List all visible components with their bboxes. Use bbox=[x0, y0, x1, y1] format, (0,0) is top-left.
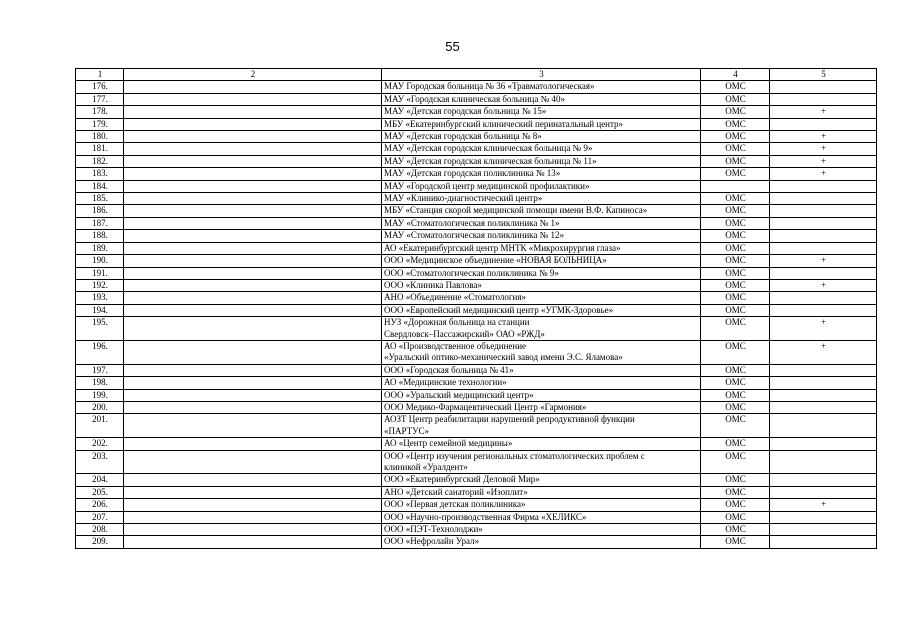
organization-name: МАУ «Стоматологическая поликлиника № 12» bbox=[382, 230, 701, 242]
table-row bbox=[76, 438, 877, 450]
cell-col2 bbox=[124, 486, 382, 498]
row-number: 195. bbox=[76, 317, 124, 341]
organization-name: ООО «Екатеринбургский Деловой Мир» bbox=[382, 474, 701, 486]
oms-cell: ОМС bbox=[701, 401, 770, 413]
table-row bbox=[76, 474, 877, 486]
oms-cell: ОМС bbox=[701, 474, 770, 486]
oms-cell: ОМС bbox=[701, 486, 770, 498]
row-number: 182. bbox=[76, 155, 124, 167]
mark-cell bbox=[770, 377, 877, 389]
table-row bbox=[76, 389, 877, 401]
oms-cell: ОМС bbox=[701, 511, 770, 523]
oms-cell: ОМС bbox=[701, 81, 770, 93]
mark-cell bbox=[770, 230, 877, 242]
table-row bbox=[76, 304, 877, 316]
cell-col2 bbox=[124, 118, 382, 130]
row-number: 194. bbox=[76, 304, 124, 316]
mark-cell bbox=[770, 217, 877, 229]
mark-cell bbox=[770, 267, 877, 279]
oms-cell: ОМС bbox=[701, 155, 770, 167]
organization-name: МАУ «Детская городская больница № 15» bbox=[382, 106, 701, 118]
oms-cell: ОМС bbox=[701, 168, 770, 180]
cell-col2 bbox=[124, 304, 382, 316]
row-number: 188. bbox=[76, 230, 124, 242]
page-number: 55 bbox=[445, 39, 460, 54]
mark-cell: + bbox=[770, 317, 877, 341]
organization-name: ООО Медико-Фармацевтический Центр «Гармония» bbox=[382, 401, 701, 413]
table-row bbox=[76, 414, 877, 438]
cell-col2 bbox=[124, 474, 382, 486]
row-number: 192. bbox=[76, 279, 124, 291]
cell-col2 bbox=[124, 317, 382, 341]
organization-name: АНО «Объединение «Стоматология» bbox=[382, 292, 701, 304]
mark-cell bbox=[770, 304, 877, 316]
row-number: 179. bbox=[76, 118, 124, 130]
organization-name: ООО «Городская больница № 41» bbox=[382, 364, 701, 376]
row-number: 176. bbox=[76, 81, 124, 93]
table-row bbox=[76, 155, 877, 167]
mark-cell bbox=[770, 536, 877, 548]
organization-name: АО «Медицинские технологии» bbox=[382, 377, 701, 389]
oms-cell: ОМС bbox=[701, 340, 770, 364]
table-row bbox=[76, 292, 877, 304]
oms-cell: ОМС bbox=[701, 118, 770, 130]
oms-cell: ОМС bbox=[701, 242, 770, 254]
mark-cell: + bbox=[770, 168, 877, 180]
organization-name: МАУ «Детская городская клиническая больница № 9» bbox=[382, 143, 701, 155]
cell-col2 bbox=[124, 106, 382, 118]
table-row bbox=[76, 93, 877, 105]
cell-col2 bbox=[124, 340, 382, 364]
header-cell-4: 4 bbox=[701, 69, 770, 81]
cell-col2 bbox=[124, 511, 382, 523]
table-row bbox=[76, 131, 877, 143]
header-cell-5: 5 bbox=[770, 69, 877, 81]
cell-col2 bbox=[124, 536, 382, 548]
organization-name: НУЗ «Дорожная больница на станции Свердловск–Пассажирский» ОАО «РЖД» bbox=[382, 317, 701, 341]
row-number: 200. bbox=[76, 401, 124, 413]
oms-cell: ОМС bbox=[701, 389, 770, 401]
organization-name: МБУ «Екатеринбургский клинический перинатальный центр» bbox=[382, 118, 701, 130]
cell-col2 bbox=[124, 168, 382, 180]
table-row bbox=[76, 118, 877, 130]
oms-cell: ОМС bbox=[701, 292, 770, 304]
row-number: 196. bbox=[76, 340, 124, 364]
row-number: 207. bbox=[76, 511, 124, 523]
table-row bbox=[76, 205, 877, 217]
table-row bbox=[76, 242, 877, 254]
cell-col2 bbox=[124, 193, 382, 205]
oms-cell: ОМС bbox=[701, 131, 770, 143]
table-row bbox=[76, 377, 877, 389]
cell-col2 bbox=[124, 81, 382, 93]
cell-col2 bbox=[124, 401, 382, 413]
row-number: 185. bbox=[76, 193, 124, 205]
row-number: 180. bbox=[76, 131, 124, 143]
organization-name: АО «Производственное объединение «Уральский оптико-механический завод имени Э.С. Яламова» bbox=[382, 340, 701, 364]
oms-cell: ОМС bbox=[701, 143, 770, 155]
row-number: 206. bbox=[76, 499, 124, 511]
mark-cell bbox=[770, 474, 877, 486]
cell-col2 bbox=[124, 389, 382, 401]
table-row bbox=[76, 267, 877, 279]
mark-cell bbox=[770, 193, 877, 205]
mark-cell bbox=[770, 118, 877, 130]
organization-name: ООО «Центр изучения региональных стоматологических проблем с клиникой «Уралдент» bbox=[382, 450, 701, 474]
row-number: 199. bbox=[76, 389, 124, 401]
oms-cell: ОМС bbox=[701, 364, 770, 376]
oms-cell: ОМС bbox=[701, 438, 770, 450]
cell-col2 bbox=[124, 524, 382, 536]
table-row bbox=[76, 168, 877, 180]
oms-cell: ОМС bbox=[701, 317, 770, 341]
mark-cell bbox=[770, 389, 877, 401]
organization-name: ООО «Научно-производственная Фирма «ХЕЛИКС» bbox=[382, 511, 701, 523]
cell-col2 bbox=[124, 217, 382, 229]
cell-col2 bbox=[124, 255, 382, 267]
cell-col2 bbox=[124, 267, 382, 279]
mark-cell bbox=[770, 292, 877, 304]
header-cell-1: 1 bbox=[76, 69, 124, 81]
cell-col2 bbox=[124, 364, 382, 376]
table-row bbox=[76, 106, 877, 118]
table-row bbox=[76, 401, 877, 413]
organization-name: ООО «Медицинское объединение «НОВАЯ БОЛЬНИЦА» bbox=[382, 255, 701, 267]
oms-cell: ОМС bbox=[701, 304, 770, 316]
table-row bbox=[76, 193, 877, 205]
row-number: 198. bbox=[76, 377, 124, 389]
row-number: 189. bbox=[76, 242, 124, 254]
organization-name: МАУ «Стоматологическая поликлиника № 1» bbox=[382, 217, 701, 229]
row-number: 186. bbox=[76, 205, 124, 217]
row-number: 191. bbox=[76, 267, 124, 279]
row-number: 197. bbox=[76, 364, 124, 376]
oms-cell: ОМС bbox=[701, 217, 770, 229]
oms-cell: ОМС bbox=[701, 377, 770, 389]
table-row bbox=[76, 255, 877, 267]
header-cell-3: 3 bbox=[382, 69, 701, 81]
mark-cell: + bbox=[770, 499, 877, 511]
mark-cell: + bbox=[770, 143, 877, 155]
oms-cell: ОМС bbox=[701, 279, 770, 291]
oms-cell: ОМС bbox=[701, 536, 770, 548]
cell-col2 bbox=[124, 230, 382, 242]
mark-cell bbox=[770, 81, 877, 93]
row-number: 209. bbox=[76, 536, 124, 548]
table-row bbox=[76, 364, 877, 376]
row-number: 203. bbox=[76, 450, 124, 474]
table-row bbox=[76, 450, 877, 474]
mark-cell: + bbox=[770, 131, 877, 143]
mark-cell: + bbox=[770, 279, 877, 291]
oms-cell: ОМС bbox=[701, 255, 770, 267]
row-number: 205. bbox=[76, 486, 124, 498]
table-row bbox=[76, 230, 877, 242]
mark-cell bbox=[770, 205, 877, 217]
cell-col2 bbox=[124, 450, 382, 474]
mark-cell: + bbox=[770, 106, 877, 118]
table-row bbox=[76, 536, 877, 548]
oms-cell: ОМС bbox=[701, 193, 770, 205]
table-row bbox=[76, 511, 877, 523]
mark-cell bbox=[770, 486, 877, 498]
organization-name: ООО «Уральский медицинский центр» bbox=[382, 389, 701, 401]
organization-name: АОЗТ Центр реабилитации нарушений репродуктивной функции «ПАРТУС» bbox=[382, 414, 701, 438]
cell-col2 bbox=[124, 180, 382, 192]
organization-name: АНО «Детский санаторий «Изоплит» bbox=[382, 486, 701, 498]
table-body bbox=[76, 69, 877, 549]
oms-cell: ОМС bbox=[701, 450, 770, 474]
table-row bbox=[76, 217, 877, 229]
organization-name: МАУ «Детская городская поликлиника № 13» bbox=[382, 168, 701, 180]
mark-cell bbox=[770, 450, 877, 474]
oms-cell: ОМС bbox=[701, 414, 770, 438]
organization-name: МАУ «Городской центр медицинской профилактики» bbox=[382, 180, 701, 192]
header-cell-2: 2 bbox=[124, 69, 382, 81]
oms-cell: ОМС bbox=[701, 524, 770, 536]
organization-name: ООО «ПЭТ-Технолоджи» bbox=[382, 524, 701, 536]
oms-cell: ОМС bbox=[701, 205, 770, 217]
organization-name: МАУ Городская больница № 36 «Травматологическая» bbox=[382, 81, 701, 93]
cell-col2 bbox=[124, 377, 382, 389]
medical-organizations-table bbox=[75, 68, 877, 549]
organization-name: МБУ «Станция скорой медицинской помощи имени В.Ф. Капиноса» bbox=[382, 205, 701, 217]
mark-cell bbox=[770, 438, 877, 450]
table-row bbox=[76, 486, 877, 498]
row-number: 208. bbox=[76, 524, 124, 536]
organization-name: АО «Центр семейной медицины» bbox=[382, 438, 701, 450]
table-row bbox=[76, 524, 877, 536]
oms-cell: ОМС bbox=[701, 93, 770, 105]
cell-col2 bbox=[124, 242, 382, 254]
cell-col2 bbox=[124, 438, 382, 450]
row-number: 204. bbox=[76, 474, 124, 486]
organization-name: ООО «Европейский медицинский центр «УГМК-Здоровье» bbox=[382, 304, 701, 316]
row-number: 202. bbox=[76, 438, 124, 450]
table-row bbox=[76, 143, 877, 155]
table-row bbox=[76, 317, 877, 341]
cell-col2 bbox=[124, 155, 382, 167]
organization-name: ООО «Клиника Павлова» bbox=[382, 279, 701, 291]
row-number: 190. bbox=[76, 255, 124, 267]
cell-col2 bbox=[124, 279, 382, 291]
organization-name: ООО «Стоматологическая поликлиника № 9» bbox=[382, 267, 701, 279]
organization-name: МАУ «Детская городская клиническая больница № 11» bbox=[382, 155, 701, 167]
mark-cell bbox=[770, 242, 877, 254]
oms-cell: ОМС bbox=[701, 267, 770, 279]
oms-cell: ОМС bbox=[701, 230, 770, 242]
cell-col2 bbox=[124, 131, 382, 143]
table-row bbox=[76, 180, 877, 192]
header-row bbox=[76, 69, 877, 81]
organization-name: ООО «Нефролайн Урал» bbox=[382, 536, 701, 548]
row-number: 177. bbox=[76, 93, 124, 105]
oms-cell: ОМС bbox=[701, 499, 770, 511]
organization-name: МАУ «Клинико-диагностический центр» bbox=[382, 193, 701, 205]
oms-cell bbox=[701, 180, 770, 192]
mark-cell bbox=[770, 401, 877, 413]
mark-cell bbox=[770, 414, 877, 438]
organization-name: МАУ «Детская городская больница № 8» bbox=[382, 131, 701, 143]
oms-cell: ОМС bbox=[701, 106, 770, 118]
row-number: 187. bbox=[76, 217, 124, 229]
organization-name: ООО «Первая детская поликлиника» bbox=[382, 499, 701, 511]
row-number: 178. bbox=[76, 106, 124, 118]
mark-cell: + bbox=[770, 340, 877, 364]
table-row bbox=[76, 279, 877, 291]
cell-col2 bbox=[124, 93, 382, 105]
cell-col2 bbox=[124, 205, 382, 217]
row-number: 183. bbox=[76, 168, 124, 180]
organization-name: МАУ «Городская клиническая больница № 40» bbox=[382, 93, 701, 105]
table-row bbox=[76, 499, 877, 511]
table-row bbox=[76, 81, 877, 93]
cell-col2 bbox=[124, 292, 382, 304]
row-number: 193. bbox=[76, 292, 124, 304]
mark-cell bbox=[770, 180, 877, 192]
cell-col2 bbox=[124, 143, 382, 155]
organization-name: АО «Екатеринбургский центр МНТК «Микрохирургия глаза» bbox=[382, 242, 701, 254]
mark-cell: + bbox=[770, 155, 877, 167]
mark-cell: + bbox=[770, 255, 877, 267]
mark-cell bbox=[770, 524, 877, 536]
row-number: 184. bbox=[76, 180, 124, 192]
mark-cell bbox=[770, 93, 877, 105]
cell-col2 bbox=[124, 499, 382, 511]
mark-cell bbox=[770, 511, 877, 523]
row-number: 201. bbox=[76, 414, 124, 438]
mark-cell bbox=[770, 364, 877, 376]
table-row bbox=[76, 340, 877, 364]
cell-col2 bbox=[124, 414, 382, 438]
row-number: 181. bbox=[76, 143, 124, 155]
